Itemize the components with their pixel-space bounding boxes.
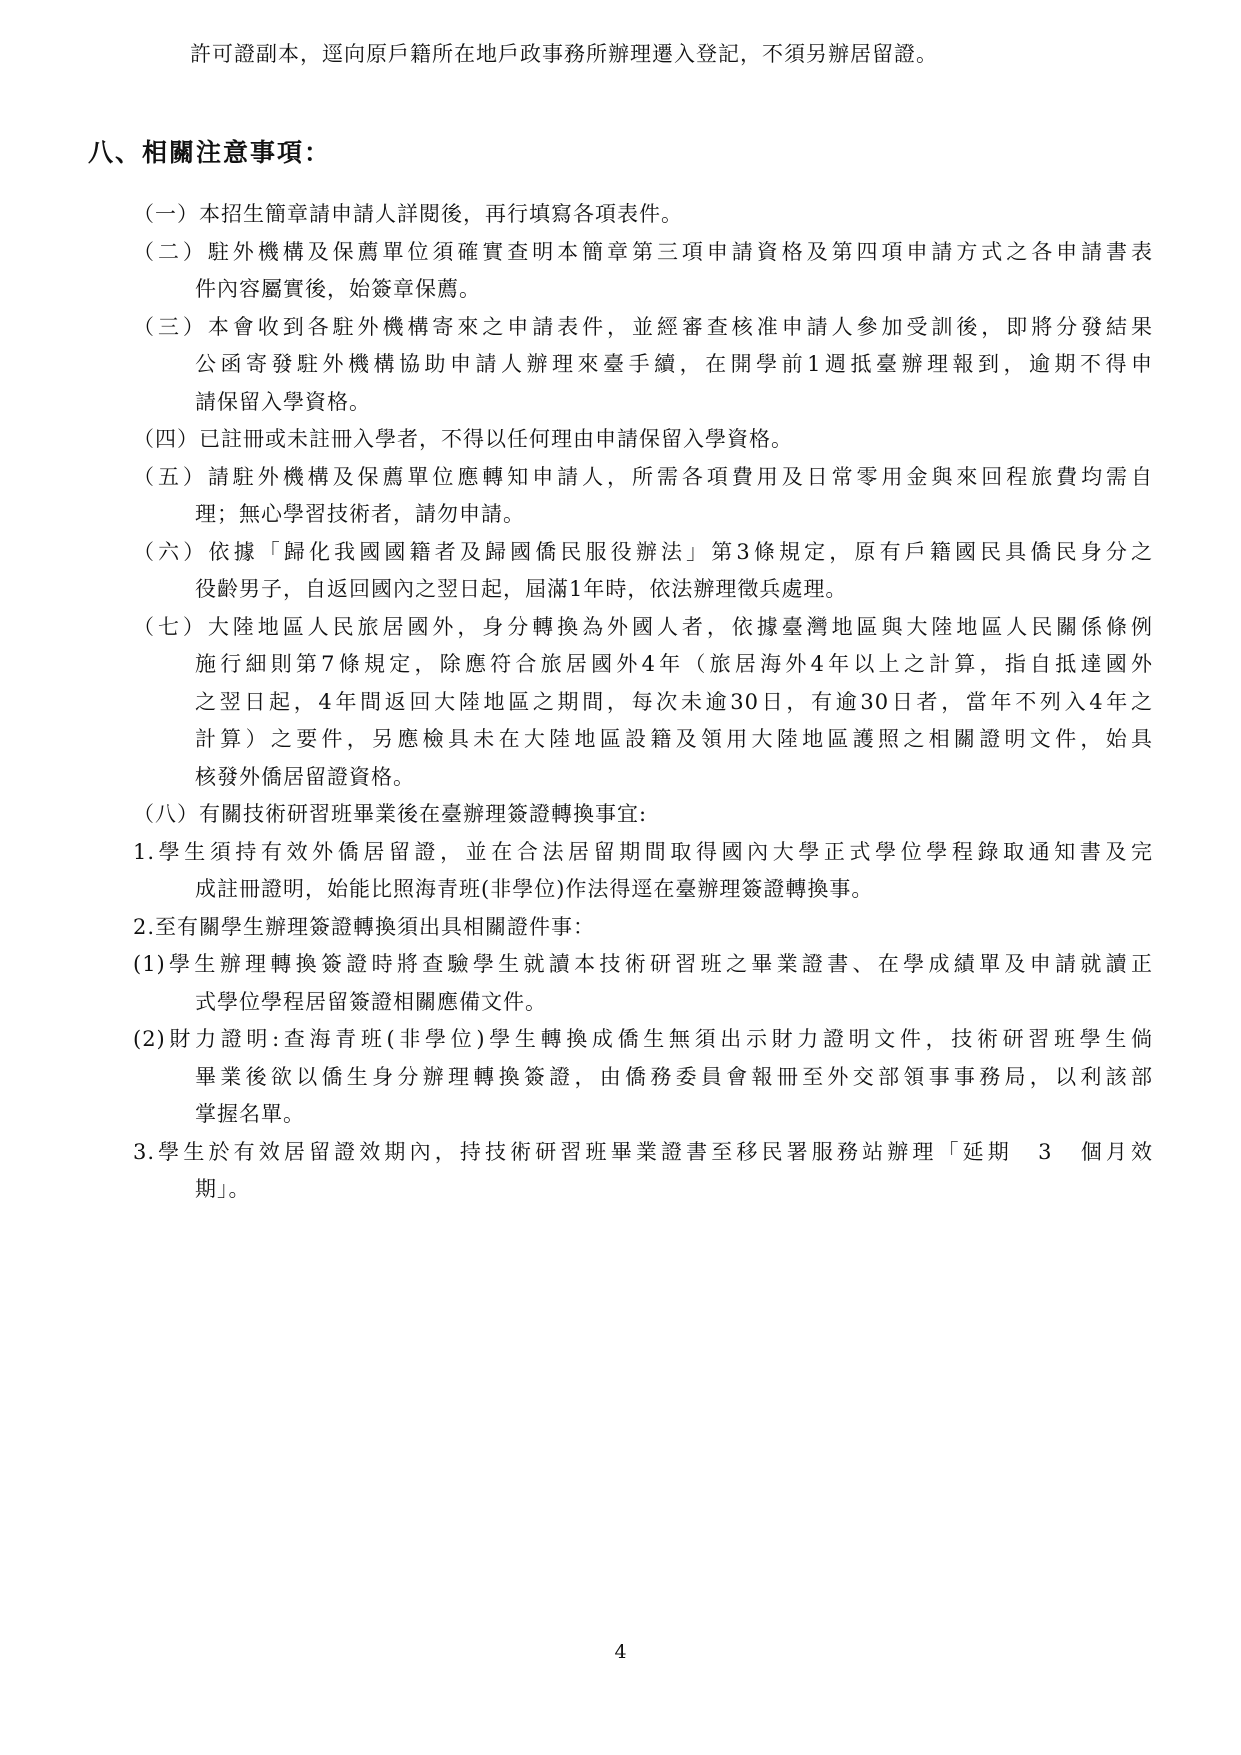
list-item-continuation: 計算）之要件，另應檢具未在大陸地區設籍及領用大陸地區護照之相關證明文件，始具	[195, 727, 1153, 751]
list-item-continuation: 施行細則第7條規定，除應符合旅居國外4年（旅居海外4年以上之計算，指自抵達國外	[195, 652, 1153, 676]
list-item-continuation: 式學位學程居留簽證相關應備文件。	[195, 989, 547, 1014]
list-item-text: (2)財力證明:查海青班(非學位)學生轉換成僑生無須出示財力證明文件，技術研習班學生倘	[133, 1027, 1153, 1051]
notice-list	[133, 196, 1153, 1209]
list-item-text: （三）本會收到各駐外機構寄來之申請表件，並經審查核准申請人參加受訓後，即將分發結果	[133, 314, 1153, 339]
list-item	[133, 309, 1153, 422]
list-item-text: 1.學生須持有效外僑居留證，並在合法居留期間取得國內大學正式學位學程錄取通知書及完	[133, 839, 1153, 864]
list-item-text: （七）大陸地區人民旅居國外，身分轉換為外國人者，依據臺灣地區與大陸地區人民關係條例	[133, 614, 1153, 639]
list-item	[133, 609, 1153, 797]
list-item	[133, 946, 1153, 1021]
list-item	[133, 234, 1153, 309]
list-item	[133, 796, 1153, 834]
list-item	[133, 1134, 1153, 1209]
list-item-continuation: 公函寄發駐外機構協助申請人辦理來臺手續，在開學前1週抵臺辦理報到，逾期不得申	[195, 352, 1153, 376]
list-item	[133, 1021, 1153, 1134]
list-item	[133, 834, 1153, 909]
list-item	[133, 534, 1153, 609]
section-title: 八、相關注意事項：	[88, 138, 332, 167]
continued-text-line: 許可證副本，逕向原戶籍所在地戶政事務所辦理遷入登記，不須另辦居留證。	[190, 42, 938, 66]
list-item-continuation: 之翌日起，4年間返回大陸地區之期間，每次未逾30日，有逾30日者，當年不列入4年之	[195, 689, 1153, 714]
list-item-text: （四）已註冊或未註冊入學者，不得以任何理由申請保留入學資格。	[133, 427, 793, 451]
list-item-continuation: 掌握名單。	[195, 1102, 305, 1126]
list-item-text: （八）有關技術研習班畢業後在臺辦理簽證轉換事宜:	[133, 802, 648, 826]
page-number: 4	[614, 1641, 627, 1663]
list-item-text: 2.至有關學生辦理簽證轉換須出具相關證件事：	[133, 914, 596, 939]
list-item-text: （二）駐外機構及保薦單位須確實查明本簡章第三項申請資格及第四項申請方式之各申請書表	[133, 239, 1153, 264]
list-item-continuation: 成註冊證明，始能比照海青班(非學位)作法得逕在臺辦理簽證轉換事。	[195, 877, 874, 901]
list-item-text: (1)學生辦理轉換簽證時將查驗學生就讀本技術研習班之畢業證書、在學成績單及申請就讀正	[133, 952, 1153, 976]
list-item-text: 3.學生於有效居留證效期內，持技術研習班畢業證書至移民署服務站辦理「延期 3 個月效	[133, 1139, 1153, 1164]
list-item-continuation: 役齡男子，自返回國內之翌日起，屆滿1年時，依法辦理徵兵處理。	[195, 577, 848, 601]
list-item-continuation: 件內容屬實後，始簽章保薦。	[195, 277, 481, 301]
list-item-continuation: 期」。	[195, 1177, 251, 1201]
list-item-continuation: 核發外僑居留證資格。	[195, 764, 415, 789]
list-item	[133, 196, 1153, 234]
list-item	[133, 421, 1153, 459]
list-item-text: （五）請駐外機構及保薦單位應轉知申請人，所需各項費用及日常零用金與來回程旅費均需自	[133, 464, 1153, 489]
list-item	[133, 909, 1153, 947]
list-item-text: （一）本招生簡章請申請人詳閱後，再行填寫各項表件。	[133, 202, 683, 226]
list-item-text: （六）依據「歸化我國國籍者及歸國僑民服役辦法」第3條規定，原有戶籍國民具僑民身分之	[133, 539, 1153, 564]
list-item-continuation: 請保留入學資格。	[195, 389, 371, 414]
list-item-continuation: 理；無心學習技術者，請勿申請。	[195, 502, 525, 526]
list-item	[133, 459, 1153, 534]
list-item-continuation: 畢業後欲以僑生身分辦理轉換簽證，由僑務委員會報冊至外交部領事事務局，以利該部	[195, 1064, 1153, 1089]
